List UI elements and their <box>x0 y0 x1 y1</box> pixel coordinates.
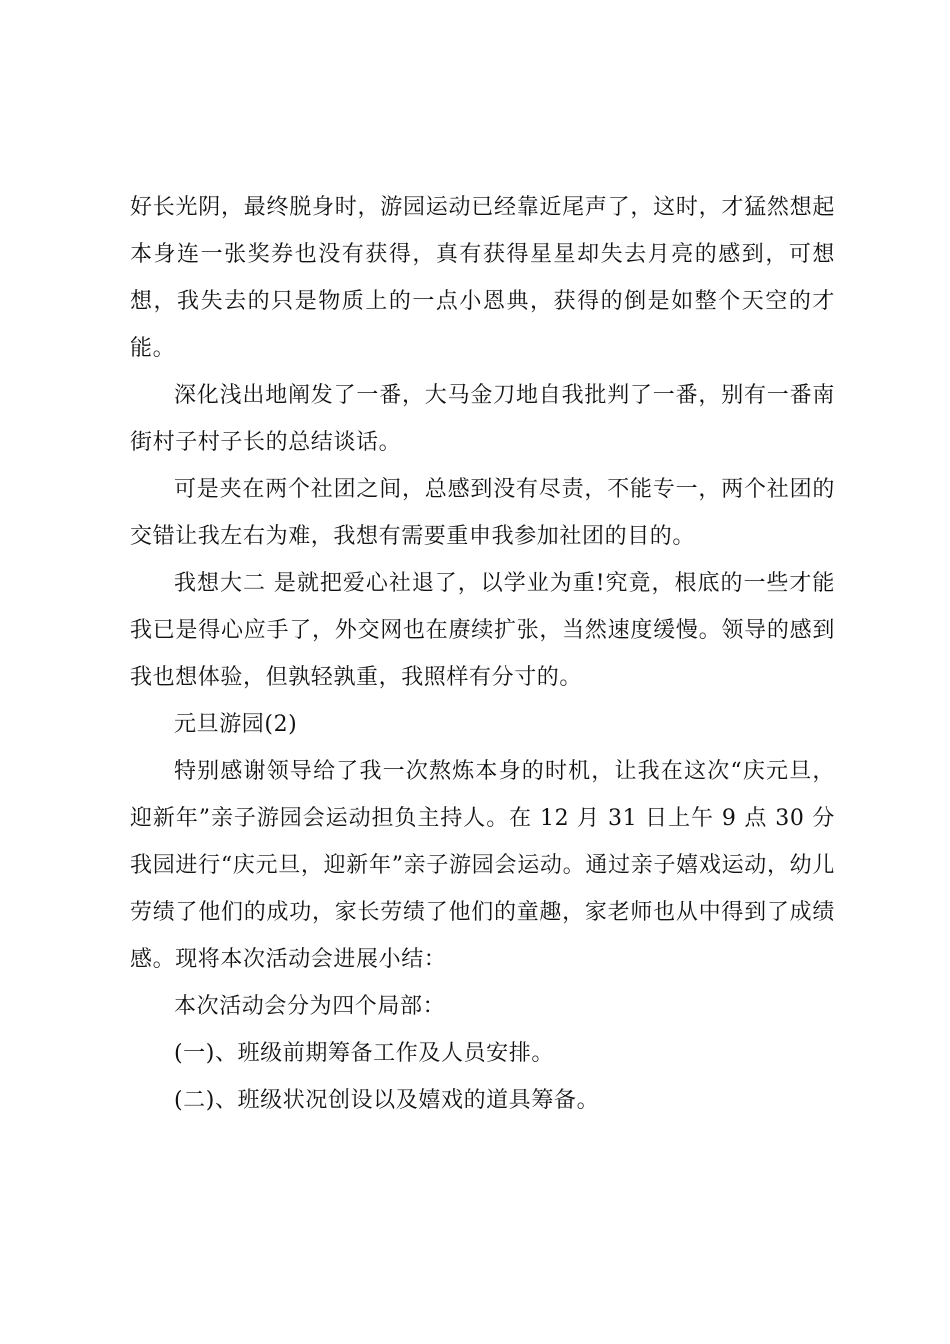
paragraph-sophomore-plan: 我想大二 是就把爱心社退了，以学业为重!究竟，根底的一些才能我已是得心应手了，外交网也在赓续扩张，当然速度缓慢。领导的感到我也想体验，但孰轻孰重，我照样有分寸的。 <box>130 571 835 690</box>
list-item-part-one: (一)、班级前期筹备工作及人员安排。 <box>174 1041 554 1066</box>
document-body <box>130 184 835 1124</box>
paragraph-four-parts: 本次活动会分为四个局部： <box>174 994 446 1019</box>
list-item-part-two: (二)、班级状况创设以及嬉戏的道具筹备。 <box>174 1088 600 1113</box>
paragraph-intro-continuation: 好长光阴，最终脱身时，游园运动已经靠近尾声了，这时，才猛然想起本身连一张奖券也没有获得，真有获得星星却失去月亮的感到，可想想，我失去的只是物质上的一点小恩典，获得的倒是如整个天空的才能。 <box>130 195 835 361</box>
paragraph-event-summary: 特别感谢领导给了我一次熬炼本身的时机，让我在这次“庆元旦，迎新年”亲子游园会运动担负主持人。在 12 月 31 日上午 9 点 30 分我园进行“庆元旦，迎新年”亲子游园会运动。通过亲子嬉戏运动，幼儿劳绩了他们的成功，家长劳绩了他们的童趣，家老师也从中得到了成绩感。现将本次活动会进展小结： <box>130 759 835 972</box>
paragraph-two-clubs: 可是夹在两个社团之间，总感到没有尽责，不能专一，两个社团的交错让我左右为难，我想有需要重申我参加社团的目的。 <box>130 477 835 549</box>
paragraph-summary-talk: 深化浅出地阐发了一番，大马金刀地自我批判了一番，别有一番南街村子村子长的总结谈话。 <box>130 383 835 455</box>
section-heading: 元旦游园(2) <box>174 712 298 737</box>
